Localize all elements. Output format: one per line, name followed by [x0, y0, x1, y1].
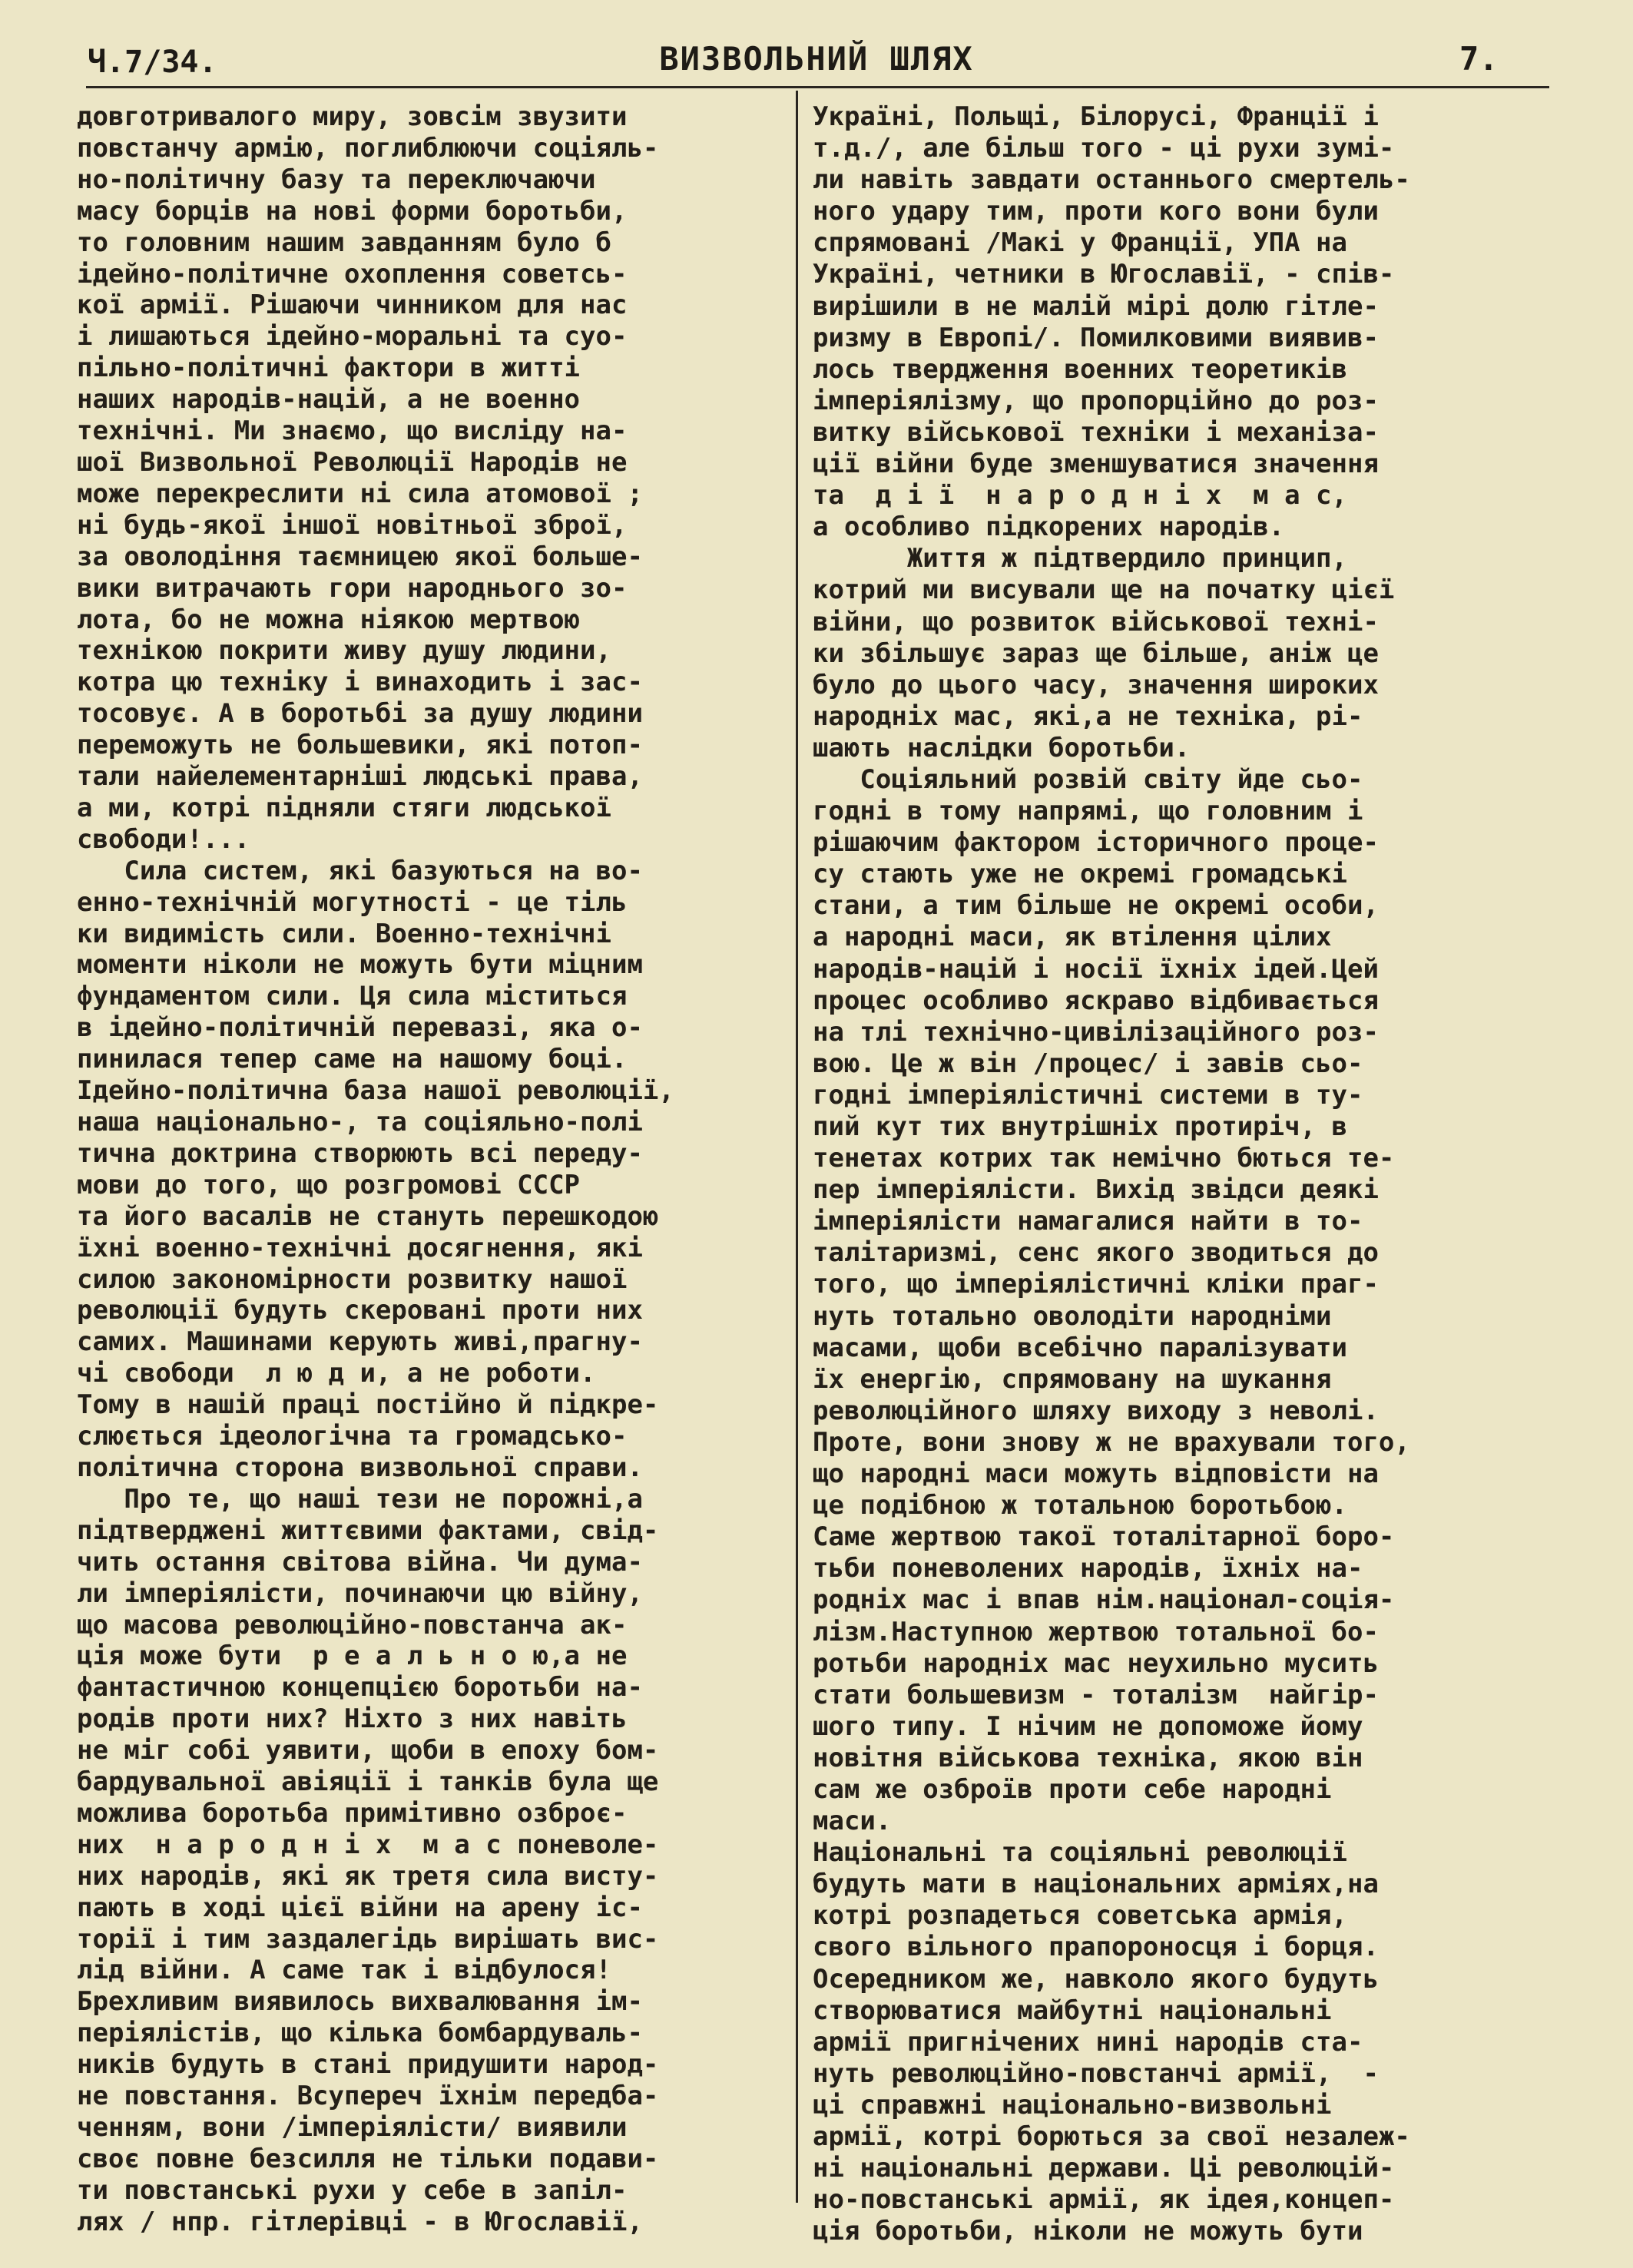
text-line: періялістів, що кілька бомбардуваль-: [77, 2018, 643, 2049]
text-line: родніх мас і впав нім.націонал-соція-: [813, 1584, 1395, 1616]
text-line: армії пригнічених нині народів ста-: [813, 2026, 1363, 2058]
text-line: пер імперіялісти. Вихід звідси деякі: [813, 1174, 1379, 1206]
text-line: імперіялісти намагалися найти в то-: [813, 1206, 1363, 1237]
text-line: армії, котрі борються за свої незалеж-: [813, 2121, 1410, 2152]
text-line: масу борців на нові форми боротьби,: [77, 195, 628, 227]
text-line: Національні та соціяльні революції: [813, 1837, 1347, 1869]
text-line: лях / нпр. гітлерівці - в Югославії,: [77, 2206, 643, 2237]
text-line: наших народів-націй, а не военно: [77, 384, 581, 416]
text-line: того, що імперіялістичні кліки праг-: [813, 1269, 1379, 1300]
text-line: чить остання світова війна. Чи дума-: [77, 1546, 643, 1578]
text-line: чі свободи л ю д и, а не роботи.: [77, 1358, 596, 1389]
text-line: нуть тотально оволодіти народніми: [813, 1300, 1332, 1332]
text-line: було до цього часу, значення широких: [813, 669, 1379, 700]
text-line: Ідейно-політична база нашої революції,: [77, 1075, 674, 1107]
text-line: ції війни буде зменшуватися значення: [813, 449, 1379, 480]
left-column: [77, 101, 791, 2238]
text-line: ція може бути р е а л ь н о ю,а не: [77, 1641, 628, 1672]
publication-title: ВИЗВОЛЬНИЙ ШЛЯХ: [659, 40, 974, 78]
text-line: на тлі технічно-цивілізаційного роз-: [813, 1016, 1379, 1048]
text-line: талітаризмі, сенс якого зводиться до: [813, 1237, 1379, 1269]
text-line: ідейно-політичне охоплення советсь-: [77, 258, 628, 290]
text-line: лось твердження военних теоретиків: [813, 353, 1347, 385]
text-line: бардувальної авіяції і танків була ще: [77, 1766, 659, 1798]
text-line: та д і ї н а р о д н і х м а с,: [813, 480, 1347, 512]
text-line: ці справжні національно-визвольні: [813, 2089, 1332, 2121]
text-line: пинилася тепер саме на нашому боці.: [77, 1044, 628, 1075]
text-line: Тому в нашій праці постійно й підкре-: [77, 1389, 659, 1421]
text-line: самих. Машинами керують живі,прагну-: [77, 1326, 643, 1358]
text-line: переможуть не большевики, які потоп-: [77, 730, 643, 761]
text-line: пий кут тих внутрішніх протиріч, в: [813, 1111, 1347, 1142]
text-line: Брехливим виявилось вихвалювання ім-: [77, 1986, 643, 2018]
text-line: наша національно-, та соціяльно-полі: [77, 1107, 643, 1137]
text-line: а особливо підкорених народів.: [813, 512, 1285, 543]
text-line: своє повне безсилля не тільки подави-: [77, 2143, 659, 2174]
text-line: Проте, вони знову ж не врахували того,: [813, 1426, 1410, 1458]
text-line: ротьби народніх мас неухильно мусить: [813, 1647, 1379, 1679]
text-line: ченням, вони /імперіялісти/ виявили: [77, 2112, 628, 2143]
text-line: будуть мати в національних арміях,на: [813, 1869, 1379, 1900]
text-line: масами, щоби всебічно паралізувати: [813, 1332, 1347, 1363]
text-line: що народні маси можуть відповісти на: [813, 1458, 1379, 1490]
text-line: стати большевизм - тоталізм найгір-: [813, 1679, 1379, 1710]
text-line: ризму в Европі/. Помилковими виявив-: [813, 322, 1379, 353]
text-line: вирішили в не малій мірі долю гітле-: [813, 290, 1379, 322]
text-line: енно-технічній могутності - це тіль: [77, 886, 628, 918]
text-line: Україні, Польщі, Білорусі, Франції і: [813, 101, 1379, 132]
text-line: но-повстанські армії, як ідея,концеп-: [813, 2184, 1395, 2216]
text-line: Саме жертвою такої тоталітарної боро-: [813, 1521, 1395, 1553]
text-line: політична сторона визвольної справи.: [77, 1452, 643, 1483]
text-line: спрямовані /Макі у Франції, УПА на: [813, 227, 1347, 259]
text-line: то головним нашим завданням було б: [77, 227, 611, 258]
text-line: новітня військова техніка, якою він: [813, 1742, 1363, 1773]
text-line: фундаментом сили. Ця сила міститься: [77, 981, 628, 1012]
text-line: стани, а тим більше не окремі особи,: [813, 890, 1379, 922]
text-line: шої Визвольної Революції Народів не: [77, 446, 628, 478]
text-line: підтверджені життєвими фактами, свід-: [77, 1515, 659, 1546]
text-line: лід війни. А саме так і відбулося!: [77, 1955, 611, 1986]
text-line: шого типу. І нічим не допоможе йому: [813, 1710, 1363, 1742]
text-line: витку військової техніки і механіза-: [813, 416, 1379, 448]
text-line: ників будуть в стані придушити народ-: [77, 2049, 659, 2081]
text-line: війни, що розвиток військової техні-: [813, 606, 1379, 637]
text-line: них народів, які як третя сила висту-: [77, 1860, 659, 1892]
text-line: ція боротьби, ніколи не можуть бути: [813, 2216, 1363, 2247]
text-line: процес особливо яскраво відбивається: [813, 985, 1379, 1016]
text-line: су стають уже не окремі громадські: [813, 859, 1347, 890]
text-line: годні в тому напрямі, що головним і: [813, 796, 1363, 827]
text-line: котрі розпадеться советська армія,: [813, 1900, 1347, 1932]
text-line: тична доктрина створюють всі переду-: [77, 1137, 643, 1169]
text-line: лізм.Наступною жертвою тотальної бо-: [813, 1616, 1379, 1647]
text-line: рішаючим фактором історичного проце-: [813, 827, 1379, 859]
text-line: не міг собі уявити, щоби в епоху бом-: [77, 1735, 659, 1766]
text-line: не повстання. Всупереч їхнім передба-: [77, 2081, 659, 2112]
text-line: а ми, котрі підняли стяги людської: [77, 792, 611, 823]
text-line: шають наслідки боротьби.: [813, 732, 1191, 763]
text-line: може перекреслити ні сила атомової ;: [77, 478, 643, 509]
text-line: лота, бо не можна ніякою мертвою: [77, 604, 581, 635]
text-line: імперіялізму, що пропорційно до роз-: [813, 385, 1379, 416]
text-line: пільно-політичні фактори в житті: [77, 353, 581, 384]
text-line: технікою покрити живу душу людини,: [77, 635, 611, 667]
text-line: за оволодіння таємницею якої больше-: [77, 541, 643, 572]
text-line: тосовує. А в боротьбі за душу людини: [77, 698, 643, 730]
text-line: це подібною ж тотальною боротьбою.: [813, 1490, 1347, 1521]
text-line: котра цю техніку і винаходить і зас-: [77, 667, 643, 698]
text-line: Про те, що наші тези не порожні,а: [77, 1483, 643, 1515]
text-line: маси.: [813, 1806, 892, 1837]
text-line: ти повстанські рухи у себе в запіл-: [77, 2174, 628, 2206]
text-line: слюється ідеологічна та громадсько-: [77, 1421, 628, 1452]
header-rule: [86, 86, 1549, 88]
text-line: тьби поневолених народів, їхніх на-: [813, 1553, 1363, 1584]
text-line: що масова революційно-повстанча ак-: [77, 1609, 628, 1641]
text-line: свободи!...: [77, 823, 250, 855]
text-line: тенетах котрих так немічно бються те-: [813, 1143, 1395, 1174]
text-line: революційного шляху виходу з неволі.: [813, 1395, 1379, 1426]
right-column: [813, 101, 1550, 2247]
text-line: ли імперіялісти, починаючи цю війну,: [77, 1578, 643, 1609]
text-line: ні будь-якої іншої новітньої зброї,: [77, 509, 628, 541]
text-line: но-політичну базу та переключаючи: [77, 164, 596, 195]
text-line: Осередником же, навколо якого будуть: [813, 1963, 1379, 1995]
text-line: революції будуть скеровані проти них: [77, 1295, 643, 1326]
text-line: а народні маси, як втілення цілих: [813, 922, 1332, 953]
text-line: т.д./, але більш того - ці рухи зумі-: [813, 133, 1395, 164]
text-line: вою. Це ж він /процес/ і завів сьо-: [813, 1048, 1363, 1079]
text-line: ки видимість сили. Военно-технічні: [77, 918, 611, 949]
text-line: силою закономірности розвитку нашої: [77, 1263, 628, 1295]
text-line: пають в ході цієї війни на арену іс-: [77, 1892, 643, 1923]
text-line: тали найелементарніші людські права,: [77, 761, 643, 793]
text-line: повстанчу армію, поглиблюючи соціяль-: [77, 132, 659, 164]
text-line: нуть революційно-повстанчі армії, -: [813, 2058, 1379, 2089]
text-line: народів-націй і носії їхніх ідей.Цей: [813, 953, 1379, 985]
text-line: довготривалого миру, зовсім звузити: [77, 101, 628, 132]
text-line: їхні военно-технічні досягнення, які: [77, 1232, 643, 1263]
text-line: родів проти них? Ніхто з них навіть: [77, 1703, 628, 1735]
text-line: Соціяльний розвій світу йде сьо-: [813, 763, 1363, 795]
issue-number: Ч.7/34.: [88, 45, 217, 80]
text-line: мови до того, що розгромові СССР: [77, 1169, 581, 1200]
text-line: ли навіть завдати останнього смертель-: [813, 164, 1410, 196]
page-number: 7.: [1459, 40, 1499, 78]
text-line: створюватися майбутні національні: [813, 1995, 1332, 2026]
text-line: Сила систем, які базуються на во-: [77, 855, 643, 886]
text-line: котрий ми висували ще на початку цієї: [813, 574, 1395, 606]
text-line: свого вільного прапороносця і борця.: [813, 1932, 1379, 1963]
text-line: ні національні держави. Ці революцій-: [813, 2153, 1395, 2184]
text-line: можлива боротьба примітивно озброє-: [77, 1797, 628, 1829]
text-line: в ідейно-політичній перевазі, яка о-: [77, 1012, 643, 1044]
text-line: та його васалів не стануть перешкодою: [77, 1200, 659, 1232]
column-divider: [796, 91, 798, 2203]
text-line: ного удару тим, проти кого вони були: [813, 196, 1379, 227]
text-line: торії і тим заздалегідь вирішать вис-: [77, 1923, 659, 1955]
text-line: кої армії. Рішаючи чинником для нас: [77, 290, 628, 321]
text-line: Україні, четники в Югославії, - спів-: [813, 259, 1395, 290]
text-line: народніх мас, які,а не техніка, рі-: [813, 700, 1363, 732]
text-line: технічні. Ми знаємо, що висліду на-: [77, 416, 628, 447]
text-line: них н а р о д н і х м а с поневоле-: [77, 1829, 659, 1860]
text-line: фантастичною концепцією боротьби на-: [77, 1672, 643, 1703]
text-line: ки збільшує зараз ще більше, аніж це: [813, 637, 1379, 669]
text-line: вики витрачають гори народнього зо-: [77, 572, 628, 604]
text-line: моменти ніколи не можуть бути міцним: [77, 949, 643, 981]
text-line: Життя ж підтвердило принцип,: [813, 543, 1347, 574]
text-line: їх енергію, спрямовану на шукання: [813, 1363, 1332, 1395]
text-line: сам же озброїв проти себе народні: [813, 1773, 1332, 1805]
text-line: годні імперіялістичні системи в ту-: [813, 1079, 1363, 1111]
text-line: і лишаються ідейно-моральні та суо-: [77, 321, 628, 353]
